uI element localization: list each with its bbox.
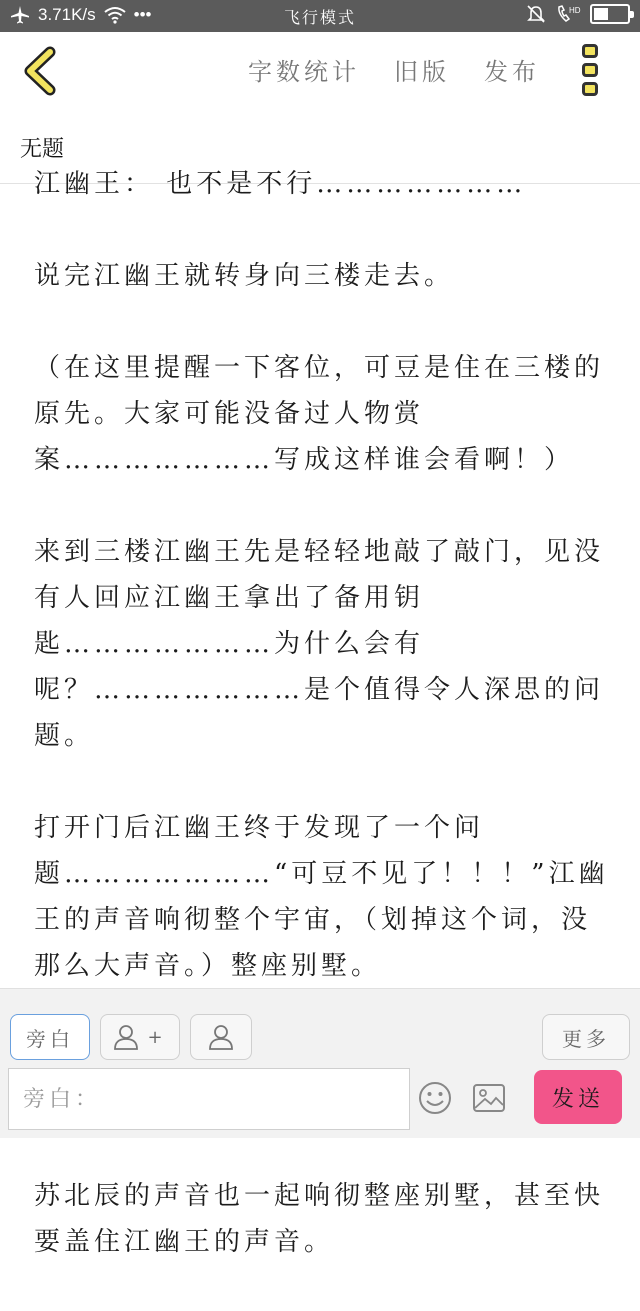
send-button[interactable]	[534, 1070, 622, 1124]
svg-text:HD: HD	[569, 6, 581, 15]
smiley-icon	[418, 1081, 452, 1115]
person-icon	[208, 1023, 234, 1051]
emoji-button[interactable]	[418, 1081, 452, 1119]
send-button-label: 发送	[551, 1086, 604, 1112]
add-role-button[interactable]	[100, 1014, 180, 1060]
message-input[interactable]	[9, 1069, 409, 1129]
person-icon	[113, 1023, 139, 1051]
status-right	[526, 4, 630, 24]
network-speed: 3.71K/s	[38, 5, 96, 24]
story-text	[34, 161, 614, 1311]
story-paragraph: 苏北辰的声音也一起响彻整座别墅，甚至快要盖住江幽王的声音。	[34, 1181, 605, 1257]
chevron-left-icon	[20, 46, 60, 96]
partial-paragraph: 江幽王： 也不是不行…………………	[34, 169, 527, 199]
menu-button[interactable]	[582, 44, 602, 96]
narration-tab[interactable]	[10, 1014, 90, 1060]
role-button[interactable]	[190, 1014, 252, 1060]
story-paragraph: 来到三楼江幽王先是轻轻地敲了敲门，见没有人回应江幽王拿出了备用钥匙…………………为什么会有呢？…………………是个值得令人深思的问题。	[34, 537, 605, 751]
story-paragraph: （在这里提醒一下客位，可豆是住在三楼的原先。大家可能没备过人物赏案…………………写成这样谁会看啊！）	[34, 353, 605, 475]
app-bar	[0, 32, 640, 112]
document-title[interactable]: 无题	[20, 137, 65, 162]
menu-dot-icon	[582, 82, 598, 96]
menu-dot-icon	[582, 44, 598, 58]
word-count-button[interactable]: 字数统计	[248, 58, 360, 86]
plus-icon: +	[147, 1026, 167, 1048]
bottom-toolbar	[0, 988, 640, 1138]
battery-icon	[590, 4, 630, 24]
story-paragraph: 打开门后江幽王终于发现了一个问题…………………“可豆不见了！！！”江幽王的声音响彻整个宇宙，（划掉这个词，没那么大声音。）整座别墅。	[34, 813, 609, 981]
airplane-mode-label: 飞行模式	[283, 8, 356, 27]
image-icon	[472, 1083, 506, 1113]
narration-tab-label: 旁白	[26, 1026, 74, 1051]
top-actions	[248, 52, 540, 87]
menu-dot-icon	[582, 63, 598, 77]
hd-call-icon	[556, 4, 580, 24]
publish-button[interactable]: 发布	[484, 58, 540, 86]
mute-bell-icon	[526, 4, 546, 24]
more-button[interactable]	[542, 1014, 630, 1060]
status-bar	[0, 0, 640, 32]
message-input-box	[8, 1068, 410, 1130]
story-paragraph: 说完江幽王就转身向三楼走去。	[34, 261, 455, 291]
old-version-button[interactable]: 旧版	[394, 58, 450, 86]
image-button[interactable]	[472, 1083, 506, 1117]
back-button[interactable]	[20, 46, 60, 96]
more-dots: •••	[133, 5, 152, 24]
more-button-label: 更多	[562, 1026, 610, 1051]
